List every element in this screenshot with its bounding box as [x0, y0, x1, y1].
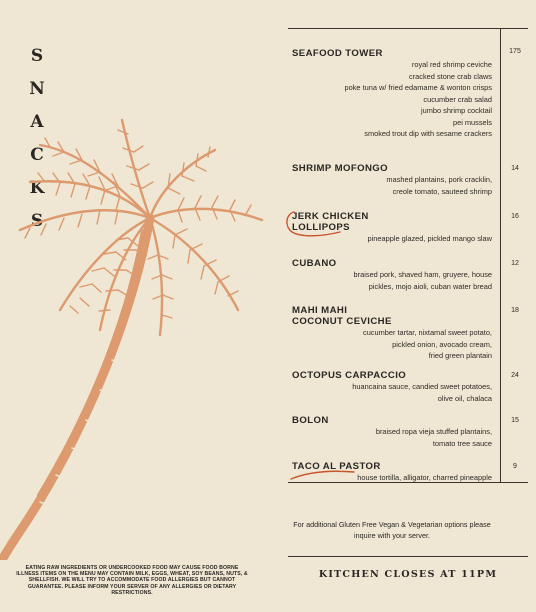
item-price: 24 [511, 372, 519, 379]
price-column-rule [500, 28, 501, 482]
title-letter: K [29, 178, 45, 198]
title-letter: A [30, 112, 44, 132]
desc-line: poke tuna w/ fried edamame & wonton crisps [344, 83, 492, 92]
item-description [292, 426, 492, 449]
item-name: MAHI MAHI COCONUT CEVICHE [292, 305, 392, 327]
desc-line: creole tomato, sauteed shrimp [392, 186, 492, 196]
menu-item-bolon [292, 415, 492, 449]
menu-item-jerk-chicken-lollipops [292, 211, 492, 245]
desc-line: royal red shrimp ceviche [411, 60, 492, 69]
title-letter: S [30, 46, 44, 66]
item-price: 9 [513, 463, 517, 470]
item-price: 14 [511, 165, 519, 172]
desc-line: fried green plantain [428, 351, 492, 360]
item-name: OCTOPUS CARPACCIO [292, 370, 407, 381]
item-description [292, 174, 492, 197]
item-description [292, 269, 492, 292]
desc-line: mashed plantains, pork cracklin, [386, 175, 492, 184]
desc-line: cracked stone crab claws [409, 71, 492, 81]
item-name: TACO AL PASTOR [292, 461, 381, 472]
item-name: BOLON [292, 415, 329, 426]
top-rule [288, 28, 528, 29]
title-letter: S [30, 211, 44, 231]
desc-line: cucumber tartar, nixtamal sweet potato, [363, 328, 492, 337]
item-price: 16 [511, 213, 519, 220]
item-description [292, 472, 492, 484]
item-description [292, 233, 492, 245]
desc-line: braised ropa vieja stuffed plantains, [375, 427, 492, 436]
kitchen-closes-notice: KITCHEN CLOSES AT 11PM [318, 569, 498, 580]
menu-item-taco-al-pastor [292, 461, 492, 484]
menu-item-seafood-tower [292, 48, 492, 140]
desc-line: jumbo shrimp cocktail [420, 106, 492, 115]
item-description [292, 59, 492, 140]
item-price: 175 [509, 48, 521, 55]
item-name: SEAFOOD TOWER [292, 48, 383, 59]
desc-line: braised pork, shaved ham, gruyere, house [353, 270, 492, 279]
menu-item-cubano [292, 258, 492, 292]
desc-line: pickled onion, avocado cream, [392, 339, 492, 349]
dietary-note: For additional Gluten Free Vegan & Vegetarian options please inquire with your server. [293, 520, 491, 540]
desc-line: house tortilla, alligator, charred pineapple [357, 473, 492, 482]
desc-line: tomato tree sauce [432, 438, 492, 448]
desc-line: cucumber crab salad [423, 94, 492, 104]
item-description [292, 327, 492, 362]
allergy-disclaimer: EATING RAW INGREDIENTS OR UNDERCOOKED FOOD MAY CAUSE FOOD BORNE ILLNESS ITEMS ON THE MENU MAY CONTAIN MILK, EGGS, WHEAT, SOY BEANS, NUTS, & SHELLFISH. WE WILL TRY TO ACCOMMODATE FOOD ALLERGIES BUT CANNOT GUARANTEE. PLEASE INFORM YOUR SERVER OF ANY ALLERGIES OR DIETARY RESTRICTIONS. [16, 565, 248, 596]
menu-item-octopus-carpaccio [292, 370, 492, 404]
menu-item-mahi-mahi-coconut-ceviche [292, 305, 492, 362]
item-name: CUBANO [292, 258, 337, 269]
item-price: 12 [511, 260, 519, 267]
item-price: 18 [511, 307, 519, 314]
title-letter: C [30, 145, 44, 165]
item-name: JERK CHICKEN LOLLIPOPS [292, 211, 369, 233]
note-bottom-rule [288, 556, 528, 557]
item-name: SHRIMP MOFONGO [292, 163, 389, 174]
desc-line: olive oil, chalaca [437, 393, 492, 403]
desc-line: pineapple glazed, pickled mango slaw [367, 234, 492, 243]
menu-item-shrimp-mofongo [292, 163, 492, 197]
item-price: 15 [511, 417, 519, 424]
palm-tree-illustration [0, 110, 290, 560]
title-letter: N [29, 79, 45, 99]
desc-line: pei mussels [452, 117, 492, 127]
desc-line: pickles, mojo aioli, cuban water bread [368, 281, 492, 291]
item-description [292, 381, 492, 404]
desc-line: huancaina sauce, candied sweet potatoes, [352, 382, 492, 391]
desc-line: smoked trout dip with sesame crackers [364, 129, 492, 138]
